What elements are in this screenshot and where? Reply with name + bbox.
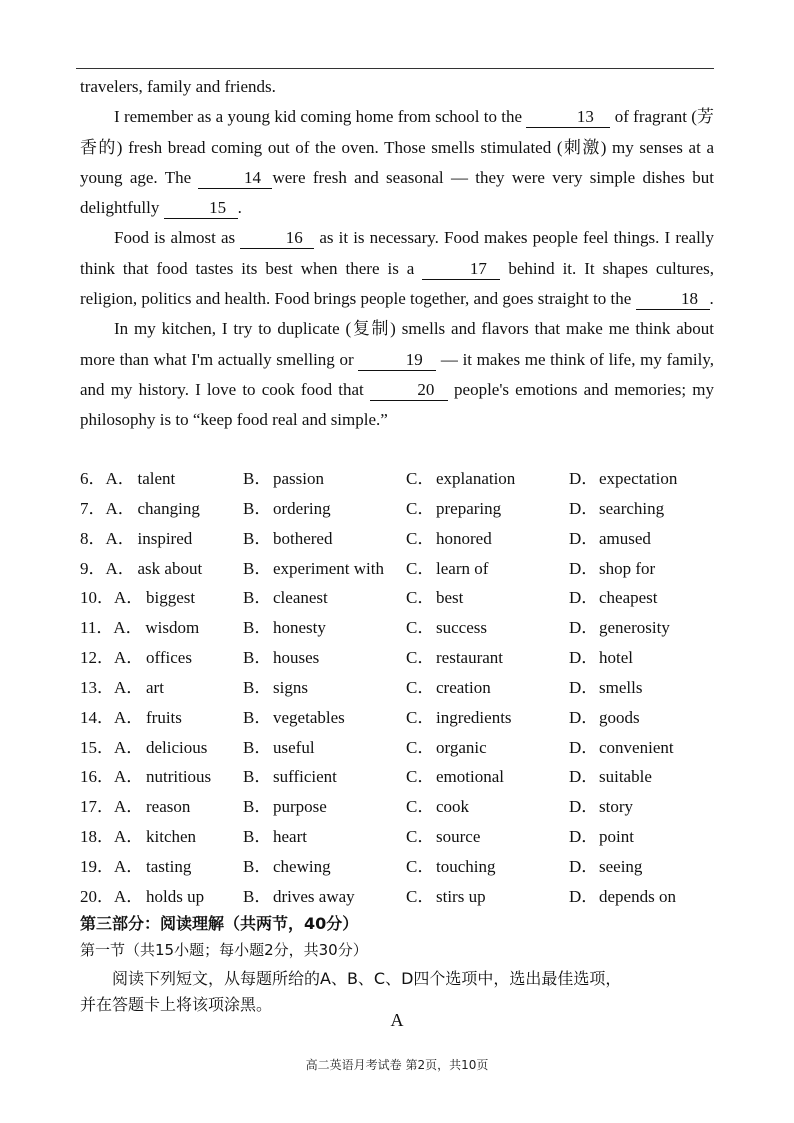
- question-number: 13．: [80, 677, 114, 697]
- option-letter: D．: [569, 886, 599, 906]
- passage-line-0: travelers, family and friends.: [80, 77, 276, 96]
- option-text: restaurant: [436, 648, 504, 668]
- question-number: 10．: [80, 588, 114, 608]
- option-text: seeing: [599, 856, 643, 876]
- blank-17: 17: [422, 259, 500, 280]
- instruction-line-1: 阅读下列短文，从每题所给的A、B、C、D四个选项中，选出最佳选项，: [112, 969, 622, 988]
- p2-text-e: .: [709, 289, 714, 309]
- option-text: tasting: [146, 856, 192, 876]
- option-letter: B．: [243, 528, 272, 548]
- instruction-line-2: 并在答题卡上将该项涂黑。: [80, 995, 273, 1014]
- option-letter: C．: [406, 618, 435, 638]
- option-c: [406, 494, 569, 524]
- p2-text-d: behind it. It shapes cultures, religion, politics and health. Food brings people together, and goes straight to the: [80, 258, 714, 309]
- option-a: [80, 524, 243, 554]
- option-b: [243, 524, 406, 554]
- option-letter: C．: [406, 469, 435, 488]
- option-letter: B．: [243, 648, 272, 668]
- option-text: useful: [273, 737, 315, 757]
- blank-13: 13: [526, 107, 610, 128]
- option-text: houses: [273, 648, 320, 668]
- option-letter: D．: [569, 498, 599, 518]
- option-a: [80, 703, 243, 733]
- option-letter: B．: [243, 827, 272, 847]
- option-text: expectation: [599, 469, 678, 488]
- option-letter: A．: [114, 856, 144, 876]
- option-a: [80, 464, 243, 494]
- option-letter: A．: [105, 498, 135, 518]
- option-c: [406, 703, 569, 733]
- option-text: success: [436, 618, 487, 638]
- option-letter: D．: [569, 677, 599, 697]
- option-text: suitable: [599, 767, 652, 787]
- option-text: learn of: [436, 558, 489, 578]
- option-text: cleanest: [273, 588, 328, 608]
- option-c: [406, 613, 569, 643]
- option-letter: C．: [406, 707, 435, 727]
- option-letter: C．: [406, 648, 435, 668]
- option-d: [569, 643, 719, 673]
- option-c: [406, 554, 569, 584]
- question-number: 17．: [80, 797, 114, 817]
- option-d: [569, 882, 719, 912]
- option-text: best: [436, 588, 464, 608]
- p1-text-a: I remember as a young kid coming home from school to the: [114, 107, 523, 127]
- option-letter: B．: [243, 767, 272, 787]
- option-letter: D．: [569, 797, 599, 817]
- option-b: [243, 762, 406, 792]
- section-title: 第三部分：阅读理解（共两节，40分）: [80, 914, 359, 933]
- option-letter: D．: [569, 648, 599, 668]
- option-b: [243, 494, 406, 524]
- option-text: ingredients: [436, 707, 512, 727]
- option-d: [569, 703, 719, 733]
- option-text: point: [599, 827, 634, 847]
- option-text: changing: [137, 498, 200, 518]
- option-letter: C．: [406, 677, 435, 697]
- option-letter: D．: [569, 767, 599, 787]
- option-text: wisdom: [145, 618, 200, 638]
- option-text: depends on: [599, 886, 676, 906]
- option-text: bothered: [273, 528, 333, 548]
- blank-15: 15: [164, 198, 238, 219]
- option-letter: D．: [569, 737, 599, 757]
- question-number: 11．: [80, 618, 114, 638]
- option-text: cook: [436, 797, 470, 817]
- option-a: [80, 554, 243, 584]
- option-c: [406, 852, 569, 882]
- question-row: [80, 792, 720, 822]
- option-b: [243, 613, 406, 643]
- option-a: [80, 822, 243, 852]
- option-text: biggest: [146, 588, 196, 608]
- option-letter: A．: [114, 588, 144, 608]
- option-letter: B．: [243, 618, 272, 638]
- option-a: [80, 673, 243, 703]
- option-text: shop for: [599, 558, 656, 578]
- question-number: 20．: [80, 886, 114, 906]
- option-text: sufficient: [273, 767, 337, 787]
- option-letter: D．: [569, 558, 599, 578]
- option-text: amused: [599, 528, 651, 548]
- question-number: 18．: [80, 827, 114, 847]
- option-letter: A．: [114, 707, 144, 727]
- option-b: [243, 464, 406, 494]
- option-c: [406, 583, 569, 613]
- question-row: [80, 643, 720, 673]
- option-d: [569, 822, 719, 852]
- question-number: 6．: [80, 469, 106, 488]
- option-b: [243, 733, 406, 763]
- option-letter: B．: [243, 469, 272, 488]
- option-text: passion: [273, 469, 324, 488]
- question-row: [80, 494, 720, 524]
- option-text: honored: [436, 528, 492, 548]
- p1-text-c: of fragrant (芳香的) fresh bread coming out of the oven. Those smells stimulated (刺激) my senses at a young age. The: [80, 107, 714, 187]
- option-c: [406, 733, 569, 763]
- option-letter: C．: [406, 588, 435, 608]
- question-row: [80, 852, 720, 882]
- question-row: [80, 554, 720, 584]
- question-number: 19．: [80, 856, 114, 876]
- question-row: [80, 583, 720, 613]
- option-a: [80, 613, 243, 643]
- option-text: source: [436, 827, 481, 847]
- passage-paragraph-3: [80, 314, 714, 435]
- top-rule: [76, 68, 714, 69]
- option-b: [243, 703, 406, 733]
- option-text: story: [599, 797, 633, 817]
- option-text: ordering: [273, 498, 331, 518]
- page-footer: 高二英语月考试卷 第2页，共10页: [305, 1058, 489, 1072]
- question-number: 7．: [80, 498, 106, 518]
- option-letter: C．: [406, 558, 435, 578]
- option-letter: B．: [243, 737, 272, 757]
- option-letter: D．: [569, 469, 599, 488]
- option-d: [569, 733, 719, 763]
- option-letter: C．: [406, 856, 435, 876]
- option-d: [569, 494, 719, 524]
- option-d: [569, 524, 719, 554]
- option-letter: B．: [243, 558, 272, 578]
- question-number: 14．: [80, 707, 114, 727]
- option-text: kitchen: [146, 827, 197, 847]
- option-a: [80, 494, 243, 524]
- option-letter: C．: [406, 886, 435, 906]
- p2-text-c: as it is necessary. Food makes people feel things. I really think that food tastes its best when there is a: [80, 228, 715, 278]
- question-row: [80, 822, 720, 852]
- option-d: [569, 554, 719, 584]
- option-letter: D．: [569, 827, 599, 847]
- question-row: [80, 762, 720, 792]
- question-number: 8．: [80, 528, 106, 548]
- p1-text-e: .: [237, 198, 242, 218]
- passage-label: A: [390, 1010, 404, 1030]
- option-text: nutritious: [146, 767, 212, 787]
- option-letter: A．: [114, 797, 144, 817]
- option-a: [80, 733, 243, 763]
- subsection-title: 第一节（共15小题；每小题2分，共30分）: [80, 941, 368, 959]
- option-b: [243, 554, 406, 584]
- option-letter: D．: [569, 528, 599, 548]
- option-letter: C．: [406, 827, 435, 847]
- option-d: [569, 792, 719, 822]
- option-d: [569, 852, 719, 882]
- option-b: [243, 882, 406, 912]
- option-d: [569, 613, 719, 643]
- option-letter: A．: [114, 648, 144, 668]
- option-text: explanation: [436, 469, 516, 488]
- option-text: preparing: [436, 498, 502, 518]
- option-c: [406, 464, 569, 494]
- option-text: offices: [146, 648, 192, 668]
- option-letter: C．: [406, 737, 435, 757]
- option-text: signs: [273, 677, 308, 697]
- option-text: drives away: [273, 886, 355, 906]
- option-b: [243, 643, 406, 673]
- answer-options: [80, 464, 720, 912]
- option-text: purpose: [273, 797, 327, 817]
- option-letter: B．: [243, 886, 272, 906]
- option-a: [80, 762, 243, 792]
- option-letter: D．: [569, 588, 599, 608]
- option-text: cheapest: [599, 588, 658, 608]
- option-letter: A．: [114, 677, 144, 697]
- option-text: talent: [137, 469, 176, 488]
- option-a: [80, 852, 243, 882]
- option-text: generosity: [599, 618, 670, 638]
- option-text: fruits: [146, 707, 182, 727]
- option-letter: B．: [243, 797, 272, 817]
- option-letter: B．: [243, 498, 272, 518]
- option-letter: A．: [114, 767, 144, 787]
- option-d: [569, 762, 719, 792]
- option-text: convenient: [599, 737, 674, 757]
- option-d: [569, 583, 719, 613]
- option-text: delicious: [146, 737, 208, 757]
- option-c: [406, 643, 569, 673]
- option-c: [406, 762, 569, 792]
- option-a: [80, 882, 243, 912]
- option-letter: A．: [105, 528, 135, 548]
- blank-16: 16: [240, 228, 314, 249]
- blank-18: 18: [636, 289, 710, 310]
- option-c: [406, 882, 569, 912]
- option-text: reason: [146, 797, 191, 817]
- question-row: [80, 703, 720, 733]
- question-number: 16．: [80, 767, 114, 787]
- option-text: smells: [599, 677, 643, 697]
- option-text: experiment with: [273, 558, 384, 578]
- question-row: [80, 882, 720, 912]
- option-letter: D．: [569, 618, 599, 638]
- question-row: [80, 613, 720, 643]
- option-c: [406, 673, 569, 703]
- option-letter: A．: [105, 469, 135, 488]
- blank-19: 19: [358, 350, 436, 371]
- option-a: [80, 643, 243, 673]
- option-letter: C．: [406, 498, 435, 518]
- cloze-passage: [80, 72, 714, 436]
- option-b: [243, 852, 406, 882]
- option-text: emotional: [436, 767, 504, 787]
- option-b: [243, 792, 406, 822]
- option-c: [406, 524, 569, 554]
- option-text: stirs up: [436, 886, 486, 906]
- p3-text-a: In my kitchen, I try to duplicate (复制) smells and flavors that make me think about more than what I'm actually smelling or: [80, 319, 714, 369]
- option-letter: C．: [406, 797, 435, 817]
- option-text: ask about: [137, 558, 203, 578]
- option-letter: D．: [569, 707, 599, 727]
- option-text: vegetables: [273, 707, 345, 727]
- option-text: creation: [436, 677, 491, 697]
- option-letter: A．: [114, 737, 144, 757]
- option-text: touching: [436, 856, 496, 876]
- option-text: holds up: [146, 886, 205, 906]
- question-number: 9．: [80, 558, 106, 578]
- option-text: goods: [599, 707, 640, 727]
- option-letter: B．: [243, 677, 272, 697]
- option-letter: A．: [113, 618, 143, 638]
- reading-section: [80, 912, 720, 1018]
- option-letter: D．: [569, 856, 599, 876]
- p2-text-a: Food is almost as: [114, 228, 236, 248]
- option-text: organic: [436, 737, 487, 757]
- option-d: [569, 673, 719, 703]
- option-letter: A．: [114, 886, 144, 906]
- option-letter: A．: [105, 558, 135, 578]
- p3-text-d: people's emotions and memories; my philosophy is to “keep food real and simple.”: [80, 379, 714, 430]
- option-b: [243, 822, 406, 852]
- question-row: [80, 673, 720, 703]
- question-number: 12．: [80, 648, 114, 668]
- option-text: inspired: [137, 528, 193, 548]
- option-letter: A．: [114, 827, 144, 847]
- option-letter: C．: [406, 528, 435, 548]
- option-text: heart: [273, 827, 307, 847]
- question-row: [80, 733, 720, 763]
- option-text: chewing: [273, 856, 331, 876]
- option-b: [243, 673, 406, 703]
- option-d: [569, 464, 719, 494]
- option-a: [80, 792, 243, 822]
- passage-paragraph-2: [80, 223, 714, 314]
- p1-text-d: were fresh and seasonal — they were very simple dishes but delightfully: [80, 167, 715, 218]
- p3-text-c: — it makes me think of life, my family, and my history. I love to cook food that: [80, 349, 715, 399]
- option-c: [406, 792, 569, 822]
- option-text: honesty: [273, 618, 326, 638]
- option-text: searching: [599, 498, 665, 518]
- passage-paragraph-1: [80, 102, 714, 223]
- question-row: [80, 464, 720, 494]
- blank-14: 14: [198, 168, 272, 189]
- option-letter: C．: [406, 767, 435, 787]
- question-row: [80, 524, 720, 554]
- option-b: [243, 583, 406, 613]
- option-letter: B．: [243, 856, 272, 876]
- option-letter: B．: [243, 588, 272, 608]
- option-letter: B．: [243, 707, 272, 727]
- option-c: [406, 822, 569, 852]
- option-a: [80, 583, 243, 613]
- blank-20: 20: [370, 380, 448, 401]
- option-text: hotel: [599, 648, 633, 668]
- option-text: art: [146, 677, 164, 697]
- question-number: 15．: [80, 737, 114, 757]
